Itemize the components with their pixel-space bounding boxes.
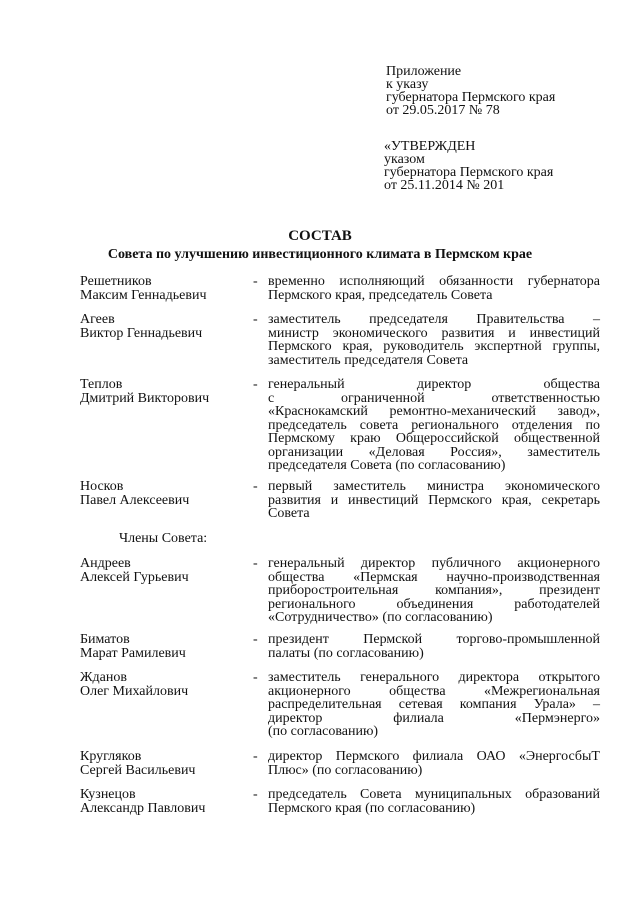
member-name [80,557,250,584]
member-position [268,750,600,777]
position-line: председателя Совета (по согласованию) [268,458,506,473]
member-position [268,480,600,521]
separator-dash: - [253,274,258,289]
appendix-line: от 29.05.2017 № 78 [386,103,500,118]
approved-block [384,140,553,192]
member-name [80,633,250,660]
given-names: Сергей Васильевич [80,762,196,778]
given-names: Алексей Гурьевич [80,569,189,585]
member-position [268,788,600,815]
position-line: с ограниченной ответственностью [268,390,600,406]
position-line: (по согласованию) [268,724,379,739]
position-line: председатель совета регионального отделения по [268,417,600,433]
separator-dash: - [253,670,258,685]
position-line: генеральный директор общества [268,377,600,392]
surname: Жданов [80,670,127,685]
given-names: Олег Михайлович [80,683,189,699]
position-line: регионального объединения работодателей [268,596,600,612]
separator-dash: - [253,556,258,571]
position-line: Пермскому краю Общероссийской общественной [268,431,600,446]
surname: Носков [80,479,124,494]
member-name [80,788,250,815]
member-position [268,275,600,302]
position-line: развития и инвестиций Пермского края, секретарь [268,492,600,508]
position-line: министр экономического развития и инвестиций [268,325,600,341]
given-names: Дмитрий Викторович [80,390,210,406]
surname: Биматов [80,632,130,647]
approved-line: губернатора Пермского края [384,165,554,180]
separator-dash: - [253,377,258,392]
member-name [80,480,250,507]
approved-line: «УТВЕРЖДЕН [384,139,476,154]
given-names: Павел Алексеевич [80,492,190,508]
member-name [80,750,250,777]
member-position [268,671,600,739]
separator-dash: - [253,312,258,327]
separator-dash: - [253,787,258,802]
position-line: общества «Пермская научно-производственная [268,569,600,585]
separator-dash: - [253,749,258,764]
member-name [80,378,250,405]
separator-dash: - [253,479,258,494]
position-line: генеральный директор публичного акционерного [268,556,600,571]
member-position [268,378,600,473]
appendix-line: Приложение [386,64,462,79]
position-line: директор Пермского филиала ОАО «ЭнергосбыТ [268,749,600,764]
approved-line: от 25.11.2014 № 201 [384,178,505,193]
position-line: первый заместитель министра экономического [268,479,600,494]
member-name [80,671,250,698]
appendix-line: к указу [386,77,429,92]
separator-dash: - [253,632,258,647]
member-name [80,275,250,302]
surname: Решетников [80,274,152,289]
member-position [268,633,600,660]
member-position [268,313,600,367]
given-names: Александр Павлович [80,800,206,816]
position-line: приборостроительная компания», президент [268,583,600,598]
position-line: заместитель председателя Совета [268,352,469,368]
position-line: Плюс» (по согласованию) [268,762,423,778]
member-name [80,313,250,340]
surname: Кузнецов [80,787,136,802]
position-line: «Сотрудничество» (по согласованию) [268,610,493,625]
appendix-block [386,65,555,117]
surname: Теплов [80,377,123,392]
members-heading: Члены Совета: [119,531,208,546]
member-position [268,557,600,625]
position-line: председатель Совета муниципальных образований [268,787,600,802]
position-line: акционерного общества «Межрегиональная [268,683,600,699]
surname: Андреев [80,556,131,571]
given-names: Виктор Геннадьевич [80,325,203,341]
position-line: организации «Деловая Россия», заместитель [268,444,600,460]
surname: Кругляков [80,749,142,764]
position-line: палаты (по согласованию) [268,645,424,661]
position-line: директор филиала «Пермэнерго» [268,710,600,726]
appendix-line: губернатора Пермского края [386,90,556,105]
given-names: Марат Рамилевич [80,645,186,661]
position-line: заместитель генерального директора открытого [268,670,600,685]
document-title: СОСТАВ [288,228,352,244]
position-line: «Краснокамский ремонтно-механический завод», [268,404,600,419]
position-line: Пермского края (по согласованию) [268,800,476,816]
position-line: президент Пермской торгово-промышленной [268,632,600,647]
surname: Агеев [80,312,115,327]
given-names: Максим Геннадьевич [80,287,207,303]
approved-line: указом [384,152,425,167]
position-line: Пермского края, председатель Совета [268,287,493,303]
position-line: Пермского края, руководитель экспертной группы, [268,339,600,354]
document-subtitle: Совета по улучшению инвестиционного климата в Пермском крае [107,247,533,262]
position-line: временно исполняющий обязанности губернатора [268,274,600,289]
position-line: Совета [268,506,310,521]
position-line: распределительная сетевая компания Урала» – [268,697,600,712]
position-line: заместитель председателя Правительства – [268,312,600,327]
